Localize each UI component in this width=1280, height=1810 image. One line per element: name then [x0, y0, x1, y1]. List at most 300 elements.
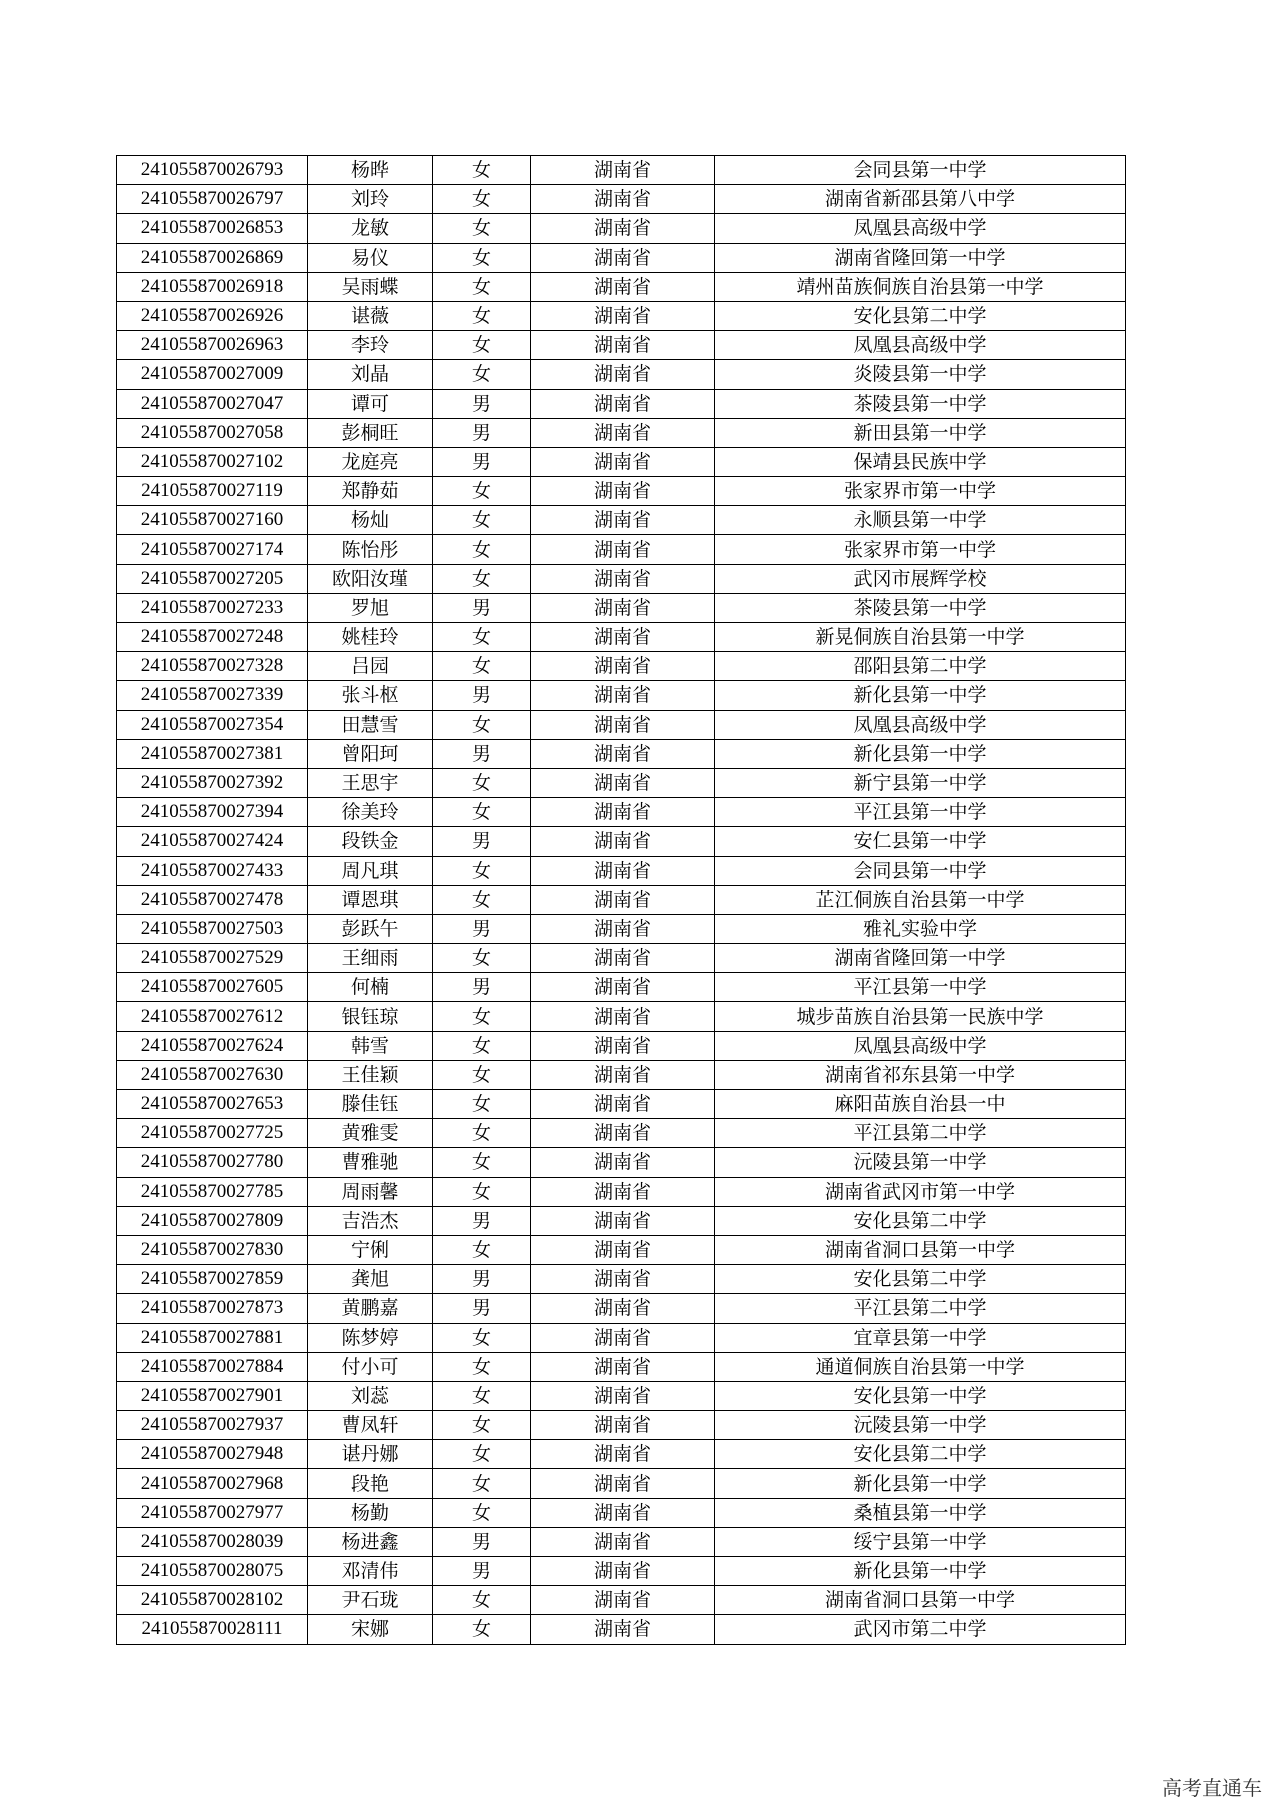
table-row	[117, 564, 1126, 593]
province-cell: 湖南省	[531, 623, 715, 652]
school-cell: 茶陵县第一中学	[715, 593, 1126, 622]
exam-id-cell: 241055870027830	[117, 1235, 308, 1264]
name-cell: 何楠	[308, 973, 433, 1002]
name-cell: 付小可	[308, 1352, 433, 1381]
province-cell: 湖南省	[531, 477, 715, 506]
name-cell: 王佳颖	[308, 1060, 433, 1089]
gender-cell: 女	[433, 1586, 531, 1615]
name-cell: 韩雪	[308, 1031, 433, 1060]
school-cell: 凤凰县高级中学	[715, 1031, 1126, 1060]
province-cell: 湖南省	[531, 1265, 715, 1294]
table-row	[117, 1265, 1126, 1294]
table-row	[117, 856, 1126, 885]
province-cell: 湖南省	[531, 1615, 715, 1644]
exam-id-cell: 241055870026793	[117, 156, 308, 185]
gender-cell: 女	[433, 185, 531, 214]
school-cell: 张家界市第一中学	[715, 477, 1126, 506]
gender-cell: 男	[433, 1557, 531, 1586]
province-cell: 湖南省	[531, 1440, 715, 1469]
gender-cell: 女	[433, 1002, 531, 1031]
gender-cell: 女	[433, 535, 531, 564]
gender-cell: 男	[433, 1527, 531, 1556]
name-cell: 王细雨	[308, 944, 433, 973]
name-cell: 刘玲	[308, 185, 433, 214]
gender-cell: 男	[433, 1265, 531, 1294]
name-cell: 谭可	[308, 389, 433, 418]
table-row	[117, 1031, 1126, 1060]
exam-id-cell: 241055870027977	[117, 1498, 308, 1527]
province-cell: 湖南省	[531, 564, 715, 593]
gender-cell: 女	[433, 1498, 531, 1527]
school-cell: 湖南省新邵县第八中学	[715, 185, 1126, 214]
province-cell: 湖南省	[531, 1206, 715, 1235]
exam-id-cell: 241055870027478	[117, 885, 308, 914]
school-cell: 邵阳县第二中学	[715, 652, 1126, 681]
gender-cell: 男	[433, 1294, 531, 1323]
province-cell: 湖南省	[531, 1119, 715, 1148]
exam-id-cell: 241055870027381	[117, 739, 308, 768]
province-cell: 湖南省	[531, 243, 715, 272]
name-cell: 李玲	[308, 331, 433, 360]
exam-id-cell: 241055870027881	[117, 1323, 308, 1352]
school-cell: 新宁县第一中学	[715, 768, 1126, 797]
exam-id-cell: 241055870027119	[117, 477, 308, 506]
gender-cell: 女	[433, 360, 531, 389]
school-cell: 张家界市第一中学	[715, 535, 1126, 564]
gender-cell: 女	[433, 1469, 531, 1498]
table-row	[117, 944, 1126, 973]
gender-cell: 男	[433, 914, 531, 943]
province-cell: 湖南省	[531, 1148, 715, 1177]
table-row	[117, 1090, 1126, 1119]
exam-id-cell: 241055870027058	[117, 418, 308, 447]
table-row	[117, 447, 1126, 476]
province-cell: 湖南省	[531, 739, 715, 768]
school-cell: 平江县第一中学	[715, 798, 1126, 827]
gender-cell: 女	[433, 856, 531, 885]
name-cell: 姚桂玲	[308, 623, 433, 652]
name-cell: 张斗枢	[308, 681, 433, 710]
province-cell: 湖南省	[531, 506, 715, 535]
table-row	[117, 798, 1126, 827]
exam-id-cell: 241055870027205	[117, 564, 308, 593]
exam-id-cell: 241055870027968	[117, 1469, 308, 1498]
province-cell: 湖南省	[531, 1469, 715, 1498]
exam-id-cell: 241055870026797	[117, 185, 308, 214]
table-row	[117, 652, 1126, 681]
table-row	[117, 827, 1126, 856]
exam-id-cell: 241055870027884	[117, 1352, 308, 1381]
province-cell: 湖南省	[531, 768, 715, 797]
name-cell: 段铁金	[308, 827, 433, 856]
province-cell: 湖南省	[531, 1352, 715, 1381]
gender-cell: 女	[433, 243, 531, 272]
table-row	[117, 214, 1126, 243]
exam-id-cell: 241055870028039	[117, 1527, 308, 1556]
province-cell: 湖南省	[531, 1177, 715, 1206]
name-cell: 周凡琪	[308, 856, 433, 885]
table-row	[117, 301, 1126, 330]
name-cell: 杨勤	[308, 1498, 433, 1527]
province-cell: 湖南省	[531, 593, 715, 622]
table-row	[117, 710, 1126, 739]
table-row	[117, 477, 1126, 506]
gender-cell: 女	[433, 623, 531, 652]
province-cell: 湖南省	[531, 1294, 715, 1323]
name-cell: 吉浩杰	[308, 1206, 433, 1235]
exam-id-cell: 241055870028111	[117, 1615, 308, 1644]
school-cell: 茶陵县第一中学	[715, 389, 1126, 418]
school-cell: 湖南省隆回第一中学	[715, 243, 1126, 272]
exam-id-cell: 241055870026853	[117, 214, 308, 243]
province-cell: 湖南省	[531, 1586, 715, 1615]
table-row	[117, 156, 1126, 185]
province-cell: 湖南省	[531, 535, 715, 564]
name-cell: 陈怡彤	[308, 535, 433, 564]
exam-id-cell: 241055870027424	[117, 827, 308, 856]
school-cell: 沅陵县第一中学	[715, 1411, 1126, 1440]
gender-cell: 女	[433, 301, 531, 330]
gender-cell: 女	[433, 1352, 531, 1381]
school-cell: 平江县第二中学	[715, 1119, 1126, 1148]
table-row	[117, 1411, 1126, 1440]
gender-cell: 男	[433, 739, 531, 768]
school-cell: 城步苗族自治县第一民族中学	[715, 1002, 1126, 1031]
province-cell: 湖南省	[531, 1060, 715, 1089]
exam-id-cell: 241055870027354	[117, 710, 308, 739]
province-cell: 湖南省	[531, 856, 715, 885]
name-cell: 邓清伟	[308, 1557, 433, 1586]
name-cell: 吴雨蝶	[308, 272, 433, 301]
name-cell: 周雨馨	[308, 1177, 433, 1206]
school-cell: 湖南省武冈市第一中学	[715, 1177, 1126, 1206]
school-cell: 安化县第二中学	[715, 1440, 1126, 1469]
gender-cell: 女	[433, 156, 531, 185]
exam-id-cell: 241055870026869	[117, 243, 308, 272]
gender-cell: 女	[433, 564, 531, 593]
table-row	[117, 243, 1126, 272]
exam-id-cell: 241055870027248	[117, 623, 308, 652]
school-cell: 保靖县民族中学	[715, 447, 1126, 476]
school-cell: 雅礼实验中学	[715, 914, 1126, 943]
exam-id-cell: 241055870027612	[117, 1002, 308, 1031]
exam-id-cell: 241055870027328	[117, 652, 308, 681]
school-cell: 宜章县第一中学	[715, 1323, 1126, 1352]
province-cell: 湖南省	[531, 1498, 715, 1527]
school-cell: 安化县第二中学	[715, 1265, 1126, 1294]
exam-id-cell: 241055870027780	[117, 1148, 308, 1177]
province-cell: 湖南省	[531, 156, 715, 185]
name-cell: 杨晔	[308, 156, 433, 185]
gender-cell: 男	[433, 418, 531, 447]
table-row	[117, 1148, 1126, 1177]
name-cell: 银钰琼	[308, 1002, 433, 1031]
table-row	[117, 506, 1126, 535]
table-row	[117, 1235, 1126, 1264]
gender-cell: 女	[433, 1411, 531, 1440]
table-row	[117, 1586, 1126, 1615]
exam-id-cell: 241055870027948	[117, 1440, 308, 1469]
province-cell: 湖南省	[531, 681, 715, 710]
table-row	[117, 623, 1126, 652]
exam-id-cell: 241055870027624	[117, 1031, 308, 1060]
school-cell: 凤凰县高级中学	[715, 214, 1126, 243]
gender-cell: 女	[433, 477, 531, 506]
school-cell: 桑植县第一中学	[715, 1498, 1126, 1527]
gender-cell: 男	[433, 593, 531, 622]
province-cell: 湖南省	[531, 1235, 715, 1264]
school-cell: 新化县第一中学	[715, 1469, 1126, 1498]
province-cell: 湖南省	[531, 1090, 715, 1119]
school-cell: 湖南省洞口县第一中学	[715, 1586, 1126, 1615]
name-cell: 谌丹娜	[308, 1440, 433, 1469]
province-cell: 湖南省	[531, 1557, 715, 1586]
school-cell: 新化县第一中学	[715, 1557, 1126, 1586]
gender-cell: 女	[433, 798, 531, 827]
exam-id-cell: 241055870027394	[117, 798, 308, 827]
school-cell: 会同县第一中学	[715, 856, 1126, 885]
gender-cell: 女	[433, 214, 531, 243]
province-cell: 湖南省	[531, 214, 715, 243]
province-cell: 湖南省	[531, 1381, 715, 1410]
school-cell: 平江县第二中学	[715, 1294, 1126, 1323]
school-cell: 凤凰县高级中学	[715, 710, 1126, 739]
school-cell: 新田县第一中学	[715, 418, 1126, 447]
province-cell: 湖南省	[531, 301, 715, 330]
name-cell: 易仪	[308, 243, 433, 272]
school-cell: 新化县第一中学	[715, 739, 1126, 768]
gender-cell: 男	[433, 447, 531, 476]
school-cell: 炎陵县第一中学	[715, 360, 1126, 389]
province-cell: 湖南省	[531, 331, 715, 360]
school-cell: 安化县第一中学	[715, 1381, 1126, 1410]
exam-id-cell: 241055870027873	[117, 1294, 308, 1323]
name-cell: 曾阳珂	[308, 739, 433, 768]
province-cell: 湖南省	[531, 360, 715, 389]
exam-id-cell: 241055870027859	[117, 1265, 308, 1294]
table-row	[117, 1440, 1126, 1469]
province-cell: 湖南省	[531, 1527, 715, 1556]
table-row	[117, 1206, 1126, 1235]
exam-id-cell: 241055870027809	[117, 1206, 308, 1235]
school-cell: 安化县第二中学	[715, 301, 1126, 330]
school-cell: 芷江侗族自治县第一中学	[715, 885, 1126, 914]
name-cell: 尹石珑	[308, 1586, 433, 1615]
name-cell: 彭桐旺	[308, 418, 433, 447]
exam-id-cell: 241055870027503	[117, 914, 308, 943]
school-cell: 沅陵县第一中学	[715, 1148, 1126, 1177]
name-cell: 曹雅驰	[308, 1148, 433, 1177]
table-row	[117, 973, 1126, 1002]
school-cell: 凤凰县高级中学	[715, 331, 1126, 360]
exam-id-cell: 241055870027433	[117, 856, 308, 885]
name-cell: 罗旭	[308, 593, 433, 622]
school-cell: 武冈市展辉学校	[715, 564, 1126, 593]
table-row	[117, 360, 1126, 389]
name-cell: 龙庭亮	[308, 447, 433, 476]
province-cell: 湖南省	[531, 827, 715, 856]
table-row	[117, 1352, 1126, 1381]
school-cell: 湖南省祁东县第一中学	[715, 1060, 1126, 1089]
exam-id-cell: 241055870027047	[117, 389, 308, 418]
exam-id-cell: 241055870027233	[117, 593, 308, 622]
name-cell: 黄雅雯	[308, 1119, 433, 1148]
exam-id-cell: 241055870027529	[117, 944, 308, 973]
exam-id-cell: 241055870027102	[117, 447, 308, 476]
school-cell: 湖南省洞口县第一中学	[715, 1235, 1126, 1264]
name-cell: 徐美玲	[308, 798, 433, 827]
gender-cell: 女	[433, 1090, 531, 1119]
province-cell: 湖南省	[531, 272, 715, 301]
school-cell: 永顺县第一中学	[715, 506, 1126, 535]
name-cell: 宁俐	[308, 1235, 433, 1264]
exam-id-cell: 241055870027785	[117, 1177, 308, 1206]
table-row	[117, 1002, 1126, 1031]
name-cell: 吕园	[308, 652, 433, 681]
name-cell: 滕佳钰	[308, 1090, 433, 1119]
gender-cell: 女	[433, 1060, 531, 1089]
school-cell: 安化县第二中学	[715, 1206, 1126, 1235]
exam-id-cell: 241055870027653	[117, 1090, 308, 1119]
name-cell: 郑静茹	[308, 477, 433, 506]
gender-cell: 女	[433, 1177, 531, 1206]
school-cell: 会同县第一中学	[715, 156, 1126, 185]
exam-id-cell: 241055870027725	[117, 1119, 308, 1148]
table-row	[117, 185, 1126, 214]
table-row	[117, 739, 1126, 768]
school-cell: 湖南省隆回第一中学	[715, 944, 1126, 973]
gender-cell: 女	[433, 331, 531, 360]
gender-cell: 女	[433, 1031, 531, 1060]
table-row	[117, 914, 1126, 943]
gender-cell: 男	[433, 681, 531, 710]
exam-id-cell: 241055870027392	[117, 768, 308, 797]
gender-cell: 女	[433, 768, 531, 797]
exam-id-cell: 241055870027339	[117, 681, 308, 710]
province-cell: 湖南省	[531, 710, 715, 739]
exam-id-cell: 241055870027630	[117, 1060, 308, 1089]
table-row	[117, 1381, 1126, 1410]
gender-cell: 女	[433, 1381, 531, 1410]
name-cell: 杨进鑫	[308, 1527, 433, 1556]
table-row	[117, 331, 1126, 360]
school-cell: 平江县第一中学	[715, 973, 1126, 1002]
province-cell: 湖南省	[531, 798, 715, 827]
table-row	[117, 418, 1126, 447]
province-cell: 湖南省	[531, 1002, 715, 1031]
gender-cell: 男	[433, 1206, 531, 1235]
province-cell: 湖南省	[531, 973, 715, 1002]
table-row	[117, 593, 1126, 622]
name-cell: 黄鹏嘉	[308, 1294, 433, 1323]
table-row	[117, 535, 1126, 564]
school-cell: 靖州苗族侗族自治县第一中学	[715, 272, 1126, 301]
admission-list-table	[116, 155, 1126, 1645]
school-cell: 麻阳苗族自治县一中	[715, 1090, 1126, 1119]
table-row	[117, 885, 1126, 914]
name-cell: 龚旭	[308, 1265, 433, 1294]
school-cell: 安仁县第一中学	[715, 827, 1126, 856]
exam-id-cell: 241055870027937	[117, 1411, 308, 1440]
exam-id-cell: 241055870027160	[117, 506, 308, 535]
gender-cell: 女	[433, 1323, 531, 1352]
school-cell: 新晃侗族自治县第一中学	[715, 623, 1126, 652]
table-row	[117, 768, 1126, 797]
watermark-label: 高考直通车	[1162, 1776, 1262, 1800]
gender-cell: 女	[433, 1119, 531, 1148]
table-row	[117, 1177, 1126, 1206]
province-cell: 湖南省	[531, 185, 715, 214]
province-cell: 湖南省	[531, 447, 715, 476]
table-row	[117, 1527, 1126, 1556]
gender-cell: 男	[433, 389, 531, 418]
gender-cell: 女	[433, 506, 531, 535]
exam-id-cell: 241055870026918	[117, 272, 308, 301]
name-cell: 段艳	[308, 1469, 433, 1498]
name-cell: 曹凤轩	[308, 1411, 433, 1440]
table-row	[117, 389, 1126, 418]
exam-id-cell: 241055870027174	[117, 535, 308, 564]
table-row	[117, 1469, 1126, 1498]
gender-cell: 男	[433, 973, 531, 1002]
province-cell: 湖南省	[531, 1323, 715, 1352]
name-cell: 欧阳汝瑾	[308, 564, 433, 593]
table-row	[117, 681, 1126, 710]
name-cell: 王思宇	[308, 768, 433, 797]
table-row	[117, 272, 1126, 301]
table-row	[117, 1323, 1126, 1352]
province-cell: 湖南省	[531, 914, 715, 943]
table-row	[117, 1060, 1126, 1089]
table-row	[117, 1557, 1126, 1586]
school-cell: 绥宁县第一中学	[715, 1527, 1126, 1556]
school-cell: 新化县第一中学	[715, 681, 1126, 710]
name-cell: 杨灿	[308, 506, 433, 535]
exam-id-cell: 241055870026926	[117, 301, 308, 330]
exam-id-cell: 241055870028075	[117, 1557, 308, 1586]
name-cell: 刘蕊	[308, 1381, 433, 1410]
gender-cell: 女	[433, 1235, 531, 1264]
exam-id-cell: 241055870027901	[117, 1381, 308, 1410]
exam-id-cell: 241055870027009	[117, 360, 308, 389]
gender-cell: 女	[433, 885, 531, 914]
exam-id-cell: 241055870027605	[117, 973, 308, 1002]
province-cell: 湖南省	[531, 1411, 715, 1440]
province-cell: 湖南省	[531, 1031, 715, 1060]
gender-cell: 女	[433, 272, 531, 301]
name-cell: 谌薇	[308, 301, 433, 330]
table-row	[117, 1498, 1126, 1527]
name-cell: 宋娜	[308, 1615, 433, 1644]
name-cell: 陈梦婷	[308, 1323, 433, 1352]
province-cell: 湖南省	[531, 652, 715, 681]
name-cell: 龙敏	[308, 214, 433, 243]
gender-cell: 女	[433, 1615, 531, 1644]
gender-cell: 女	[433, 944, 531, 973]
province-cell: 湖南省	[531, 389, 715, 418]
gender-cell: 女	[433, 1440, 531, 1469]
table-row	[117, 1615, 1126, 1644]
name-cell: 彭跃午	[308, 914, 433, 943]
name-cell: 谭恩琪	[308, 885, 433, 914]
exam-id-cell: 241055870028102	[117, 1586, 308, 1615]
table-row	[117, 1119, 1126, 1148]
table-row	[117, 1294, 1126, 1323]
gender-cell: 女	[433, 1148, 531, 1177]
name-cell: 田慧雪	[308, 710, 433, 739]
province-cell: 湖南省	[531, 885, 715, 914]
school-cell: 武冈市第二中学	[715, 1615, 1126, 1644]
